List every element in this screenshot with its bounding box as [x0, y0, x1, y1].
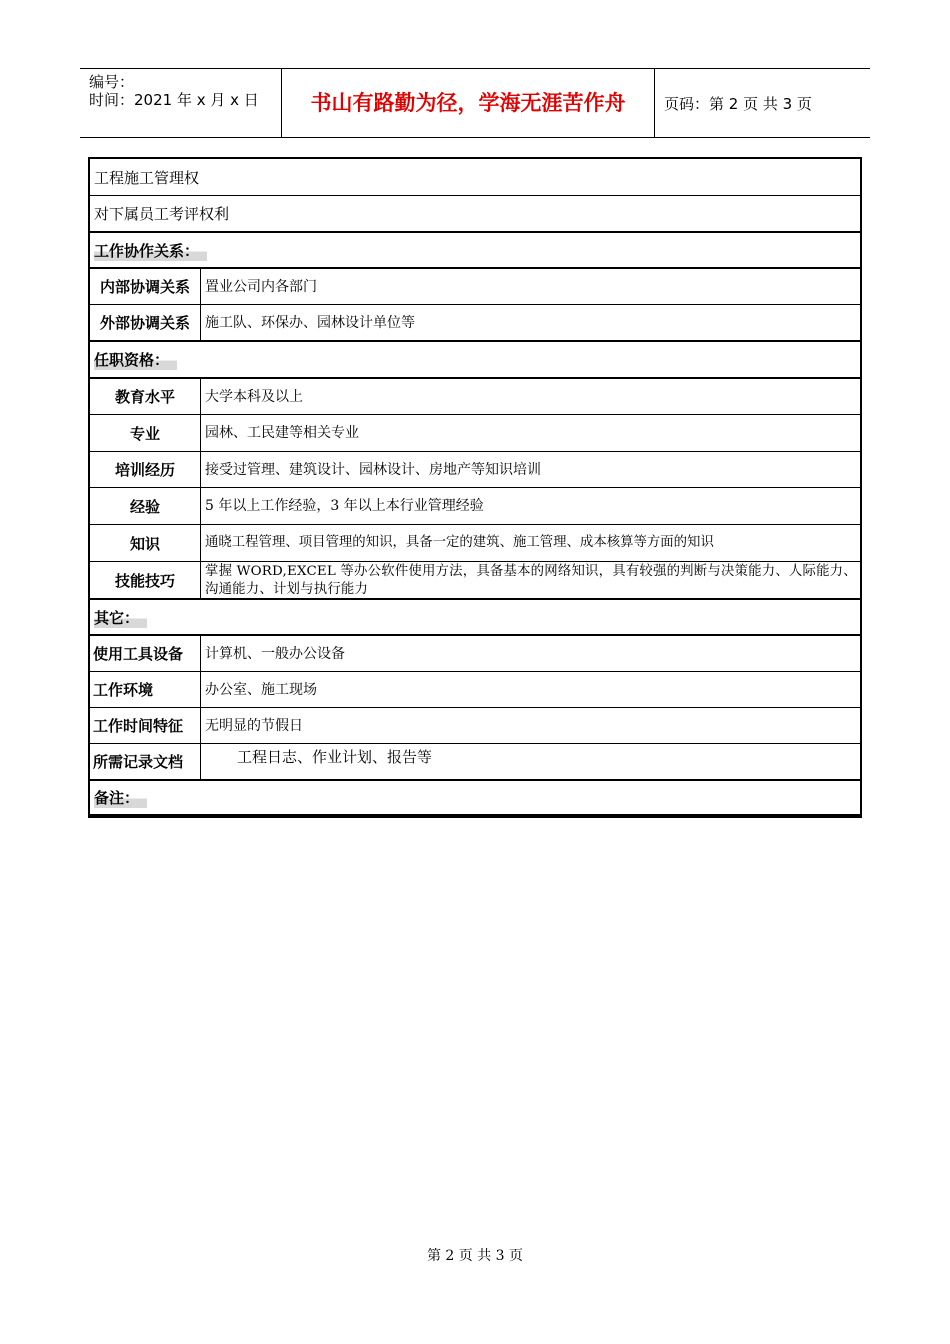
row-label: 内部协调关系: [90, 269, 201, 304]
header-meta: [80, 69, 282, 137]
row-value: 办公室、施工现场: [205, 681, 317, 698]
row-label: 工作环境: [90, 672, 201, 707]
table-row: [90, 159, 860, 196]
table-row: [90, 305, 860, 342]
row-value: 计算机、一般办公设备: [205, 645, 345, 662]
table-row: [90, 708, 860, 744]
table-row: [90, 379, 860, 415]
table-row: [90, 415, 860, 452]
row-label: 教育水平: [90, 379, 201, 414]
row-value: 无明显的节假日: [205, 717, 303, 734]
section-title: 任职资格：: [94, 349, 177, 370]
section-row-remarks: [90, 781, 860, 816]
section-row-other: [90, 600, 860, 636]
row-label: 经验: [90, 488, 201, 524]
authority-item: 工程施工管理权: [94, 168, 200, 187]
table-row: [90, 672, 860, 708]
row-label: 知识: [90, 525, 201, 561]
section-title: 其它：: [94, 607, 147, 628]
section-title: 工作协作关系：: [94, 240, 207, 261]
header-page-number: 页码：第 2 页 共 3 页: [664, 95, 812, 113]
row-value: 置业公司内各部门: [205, 278, 317, 295]
row-label: 专业: [90, 415, 201, 451]
table-row: [90, 525, 860, 562]
row-label: 外部协调关系: [90, 305, 201, 340]
table-row: [90, 744, 860, 781]
row-label: 所需记录文档: [90, 744, 201, 779]
job-description-table: [88, 157, 862, 818]
row-label: 技能技巧: [90, 562, 201, 598]
row-value: 大学本科及以上: [205, 388, 303, 405]
document-number: 编号：: [89, 73, 135, 91]
table-row: [90, 488, 860, 525]
row-label: 培训经历: [90, 452, 201, 487]
row-value: 掌握 WORD,EXCEL 等办公软件使用方法，具备基本的网络知识，具有较强的判断与决策能力、人际能力、沟通能力、计划与执行能力: [205, 564, 857, 597]
table-row: [90, 196, 860, 233]
row-label: 工作时间特征: [90, 708, 201, 743]
row-value: 通晓工程管理、项目管理的知识，具备一定的建筑、施工管理、成本核算等方面的知识: [205, 535, 714, 550]
page-header: [80, 68, 870, 138]
row-value: 5 年以上工作经验，3 年以上本行业管理经验: [205, 498, 484, 514]
section-row-qualification: [90, 342, 860, 379]
row-value: 接受过管理、建筑设计、园林设计、房地产等知识培训: [205, 461, 541, 478]
row-label: 使用工具设备: [90, 636, 201, 671]
document-date: 时间：2021 年 x 月 x 日: [89, 91, 259, 109]
table-row: [90, 562, 860, 600]
row-value: 施工队、环保办、园林设计单位等: [205, 314, 415, 331]
section-title: 备注：: [94, 787, 147, 808]
authority-item: 对下属员工考评权利: [94, 205, 230, 223]
table-row: [90, 269, 860, 305]
table-row: [90, 452, 860, 488]
row-value: 工程日志、作业计划、报告等: [237, 748, 433, 766]
page-footer: 第 2 页 共 3 页: [426, 1248, 524, 1264]
table-row: [90, 636, 860, 672]
section-row-cooperation: [90, 233, 860, 269]
row-value: 园林、工民建等相关专业: [205, 425, 359, 441]
header-motto: 书山有路勤为径，学海无涯苦作舟: [282, 69, 655, 137]
